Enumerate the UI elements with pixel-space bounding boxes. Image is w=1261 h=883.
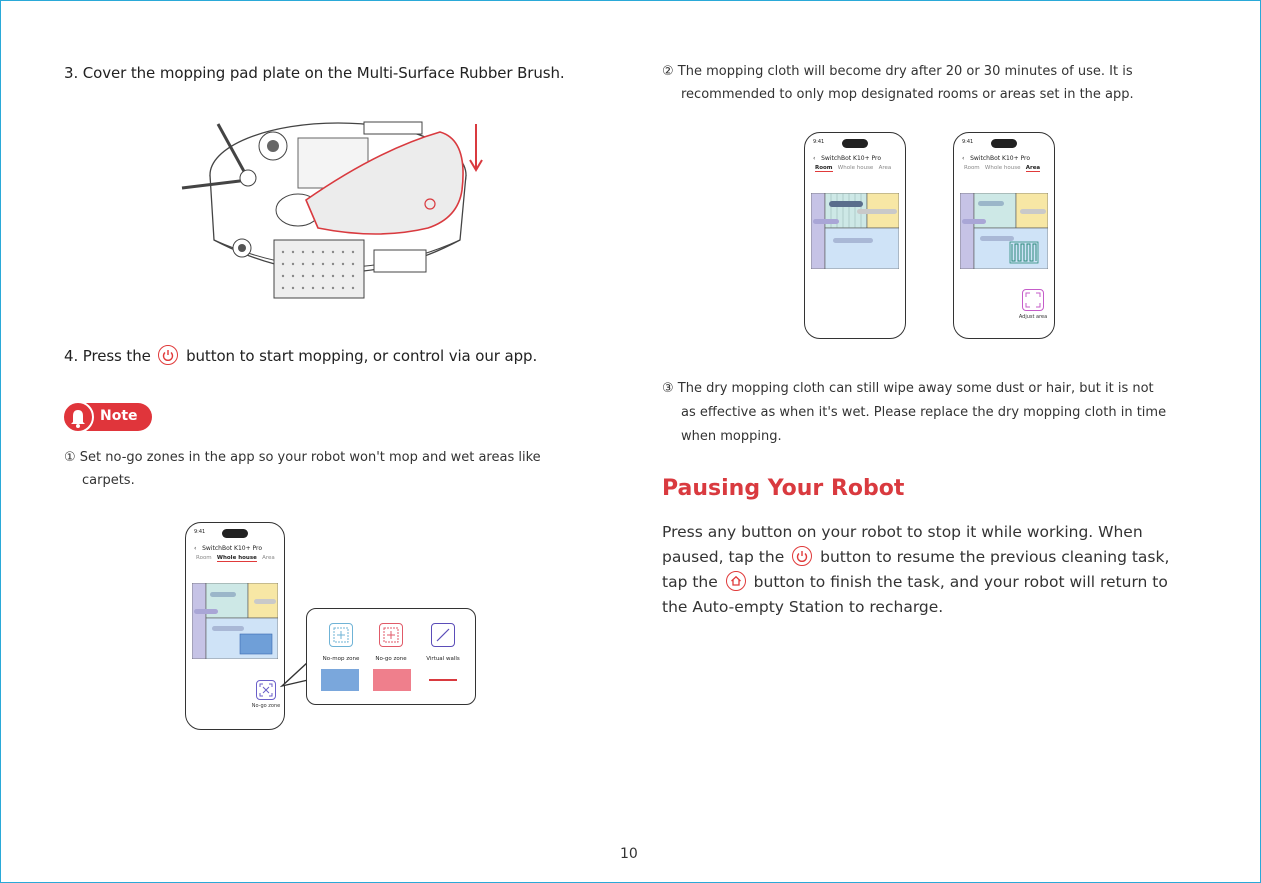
tab-whole-house[interactable]: Whole house [837,165,874,171]
tab-area[interactable]: Area [262,555,275,561]
tab-area[interactable]: Area [878,165,892,171]
note-1-line-2: carpets. [82,473,135,488]
step-3-text: 3. Cover the mopping pad plate on the Multi-Surface Rubber Brush. [64,64,565,82]
phone-room-notch [842,139,868,148]
power-icon [792,546,812,566]
phone-room-title: ‹ SwitchBot K10+ Pro [813,155,882,162]
pause-line-3-post: button to finish the task, and your robot will return to [753,573,1168,591]
step-4-pre: 4. Press the [64,347,151,365]
adjust-area-label: Adjust area [1018,314,1048,320]
page-number: 10 [620,846,638,862]
floor-map-room [811,193,899,269]
no-mop-zone-label: No-mop zone [322,656,360,662]
phone-mockup-area [953,132,1055,339]
phone-tabs [196,555,275,561]
phone-mockup-room [804,132,906,339]
tab-room[interactable]: Room [815,165,833,171]
no-go-zone-option-icon [380,624,402,646]
phone-time: 9:41 [194,529,206,535]
phone-title-text: SwitchBot K10+ Pro [202,545,263,552]
bell-icon [62,401,94,433]
phone-area-title: ‹ SwitchBot K10+ Pro [962,155,1031,162]
pause-line-1: Press any button on your robot to stop it while working. When [662,523,1143,541]
tab-whole-house[interactable]: Whole house [984,165,1021,171]
phone-area-tabs [964,165,1040,171]
no-go-zone-option-label: No-go zone [375,656,407,662]
step-4-text [64,345,537,365]
no-mop-zone-icon [330,624,352,646]
phone-title: ‹ SwitchBot K10+ Pro [194,545,263,552]
phone-room-time: 9:41 [813,139,825,145]
tab-room[interactable]: Room [196,555,212,561]
phone-area-title-text: SwitchBot K10+ Pro [970,155,1031,162]
step-4-post: button to start mopping, or control via our app. [186,347,538,365]
no-go-zone-label: No-go zone [251,703,281,709]
note-label: Note [100,408,138,424]
phone-notch [222,529,248,538]
phone-mockup-nogo [185,522,285,730]
virtual-wall-icon [432,624,454,646]
pause-line-3 [662,570,1169,595]
floor-map [192,583,278,659]
phone-area-notch [991,139,1017,148]
virtual-wall-swatch [429,679,457,681]
no-mop-zone-button[interactable] [329,623,353,647]
robot-mop-plate-illustration [178,100,498,305]
note-1-line-1: ① Set no-go zones in the app so your robot won't mop and wet areas like [64,450,541,465]
virtual-walls-button[interactable] [431,623,455,647]
pause-line-2-post: button to resume the previous cleaning task, [820,548,1170,566]
note-3-line-2: as effective as when it's wet. Please replace the dry mopping cloth in time [681,405,1167,420]
pause-instructions [662,520,1169,620]
note-3-line-3: when mopping. [681,429,782,444]
note-2-line-1: ② The mopping cloth will become dry after 20 or 30 minutes of use. It is [662,64,1133,79]
zone-options-popup [306,608,476,705]
home-icon [726,571,746,591]
floor-map-area [960,193,1048,269]
adjust-area-icon [1023,290,1043,310]
pause-line-3-pre: tap the [662,573,718,591]
adjust-area-button[interactable] [1022,289,1044,311]
no-mop-zone-swatch [321,669,359,691]
tab-whole-house[interactable]: Whole house [216,555,257,561]
power-icon [158,345,178,365]
tab-area[interactable]: Area [1025,165,1041,171]
pause-line-2-pre: paused, tap the [662,548,785,566]
note-badge [64,403,152,431]
no-go-zone-swatch [373,669,411,691]
phone-area-time: 9:41 [962,139,974,145]
phone-room-title-text: SwitchBot K10+ Pro [821,155,882,162]
note-3-line-1: ③ The dry mopping cloth can still wipe away some dust or hair, but it is not [662,381,1154,396]
virtual-walls-label: Virtual walls [426,656,460,662]
note-2-line-2: recommended to only mop designated rooms or areas set in the app. [681,87,1134,102]
no-go-zone-icon [257,681,275,699]
pause-line-4: the Auto-empty Station to recharge. [662,598,944,616]
no-go-zone-button[interactable] [256,680,276,700]
pause-line-2 [662,545,1169,570]
no-go-zone-option-button[interactable] [379,623,403,647]
tab-room[interactable]: Room [964,165,980,171]
phone-room-tabs [815,165,891,171]
section-heading: Pausing Your Robot [662,476,905,501]
